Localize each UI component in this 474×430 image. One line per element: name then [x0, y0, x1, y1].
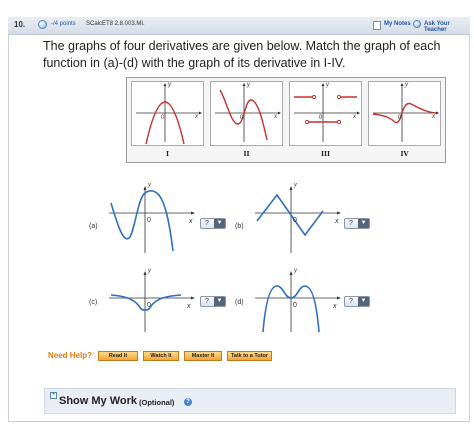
- master-it-button[interactable]: Master It: [184, 351, 222, 361]
- question-points: -/4 points: [51, 21, 76, 27]
- axis-y-label: y: [405, 82, 408, 88]
- question-number: 10.: [14, 20, 26, 29]
- derivative-graphs-panel: [126, 77, 446, 163]
- answer-select-value: ?: [349, 298, 353, 305]
- origin-label: 0: [319, 115, 323, 121]
- svg-text:0: 0: [147, 302, 151, 309]
- svg-text:x: x: [187, 303, 191, 310]
- show-my-work-title[interactable]: Show My Work: [59, 395, 138, 407]
- answer-select-b[interactable]: [344, 218, 370, 229]
- watch-it-button[interactable]: Watch It: [143, 351, 179, 361]
- answer-select-value: ?: [205, 298, 209, 305]
- roman-label-i: I: [165, 150, 170, 158]
- read-it-button[interactable]: Read It: [98, 351, 138, 361]
- origin-label: 0: [398, 115, 402, 121]
- expand-icon[interactable]: +: [51, 392, 56, 398]
- question-prompt: The graphs of four derivatives are given below. Match the graph of each function in (a)-(d) with the graph of its derivative in I-IV.: [43, 39, 441, 70]
- origin-label: 0: [161, 115, 165, 121]
- derivative-graph-i: [131, 81, 204, 146]
- origin-label: 0: [240, 115, 244, 121]
- svg-text:y: y: [294, 268, 297, 274]
- function-graph-d: [253, 268, 343, 334]
- function-graph-c: [107, 268, 197, 334]
- roman-label-ii: II: [243, 150, 250, 158]
- svg-text:y: y: [148, 183, 151, 188]
- question-source: SCalcET8 2.8.003.MI.: [86, 21, 145, 27]
- function-graph-a: [107, 183, 197, 255]
- help-icon[interactable]: ?: [184, 398, 192, 406]
- svg-text:y: y: [148, 268, 151, 274]
- answer-select-a[interactable]: [200, 218, 226, 229]
- function-graph-b: [253, 183, 343, 255]
- svg-text:0: 0: [147, 217, 151, 224]
- function-label-d: (d): [235, 299, 244, 306]
- function-label-b: (b): [235, 223, 244, 230]
- svg-text:x: x: [335, 218, 339, 225]
- axis-x-label: x: [274, 114, 277, 120]
- ask-teacher-icon[interactable]: [413, 20, 421, 28]
- axis-x-label: x: [432, 114, 435, 120]
- axis-y-label: y: [247, 82, 250, 88]
- need-help-label: Need Help?: [48, 351, 93, 360]
- roman-label-iv: IV: [400, 150, 409, 158]
- svg-text:y: y: [294, 183, 297, 188]
- answer-select-value: ?: [349, 220, 353, 227]
- svg-text:x: x: [189, 218, 193, 225]
- chevron-down-icon[interactable]: ▼: [358, 219, 369, 228]
- svg-text:0: 0: [293, 302, 297, 309]
- status-dot-icon: [38, 20, 47, 29]
- answer-select-c[interactable]: [200, 296, 226, 307]
- talk-to-tutor-button[interactable]: Talk to a Tutor: [227, 351, 272, 361]
- show-my-work-panel[interactable]: [44, 388, 456, 414]
- chevron-down-icon[interactable]: ▼: [214, 297, 225, 306]
- svg-text:x: x: [333, 303, 337, 310]
- answer-select-value: ?: [205, 220, 209, 227]
- derivative-graph-ii: [210, 81, 283, 146]
- chevron-down-icon[interactable]: ▼: [358, 297, 369, 306]
- axis-y-label: y: [326, 82, 329, 88]
- my-notes-link[interactable]: My Notes: [384, 21, 411, 27]
- svg-text:0: 0: [293, 217, 297, 224]
- show-my-work-optional: (Optional): [139, 398, 175, 407]
- axis-x-label: x: [353, 114, 356, 120]
- question-header: [8, 17, 470, 35]
- function-label-c: (c): [89, 299, 98, 306]
- derivative-graph-iv: [368, 81, 441, 146]
- answer-select-d[interactable]: [344, 296, 370, 307]
- axis-x-label: x: [195, 114, 198, 120]
- notes-icon[interactable]: [373, 21, 381, 30]
- chevron-down-icon[interactable]: ▼: [214, 219, 225, 228]
- derivative-graph-iii: [289, 81, 362, 146]
- function-label-a: (a): [89, 223, 98, 230]
- axis-y-label: y: [168, 82, 171, 88]
- roman-label-iii: III: [320, 150, 331, 158]
- ask-teacher-link[interactable]: Ask Your Teacher: [424, 21, 450, 33]
